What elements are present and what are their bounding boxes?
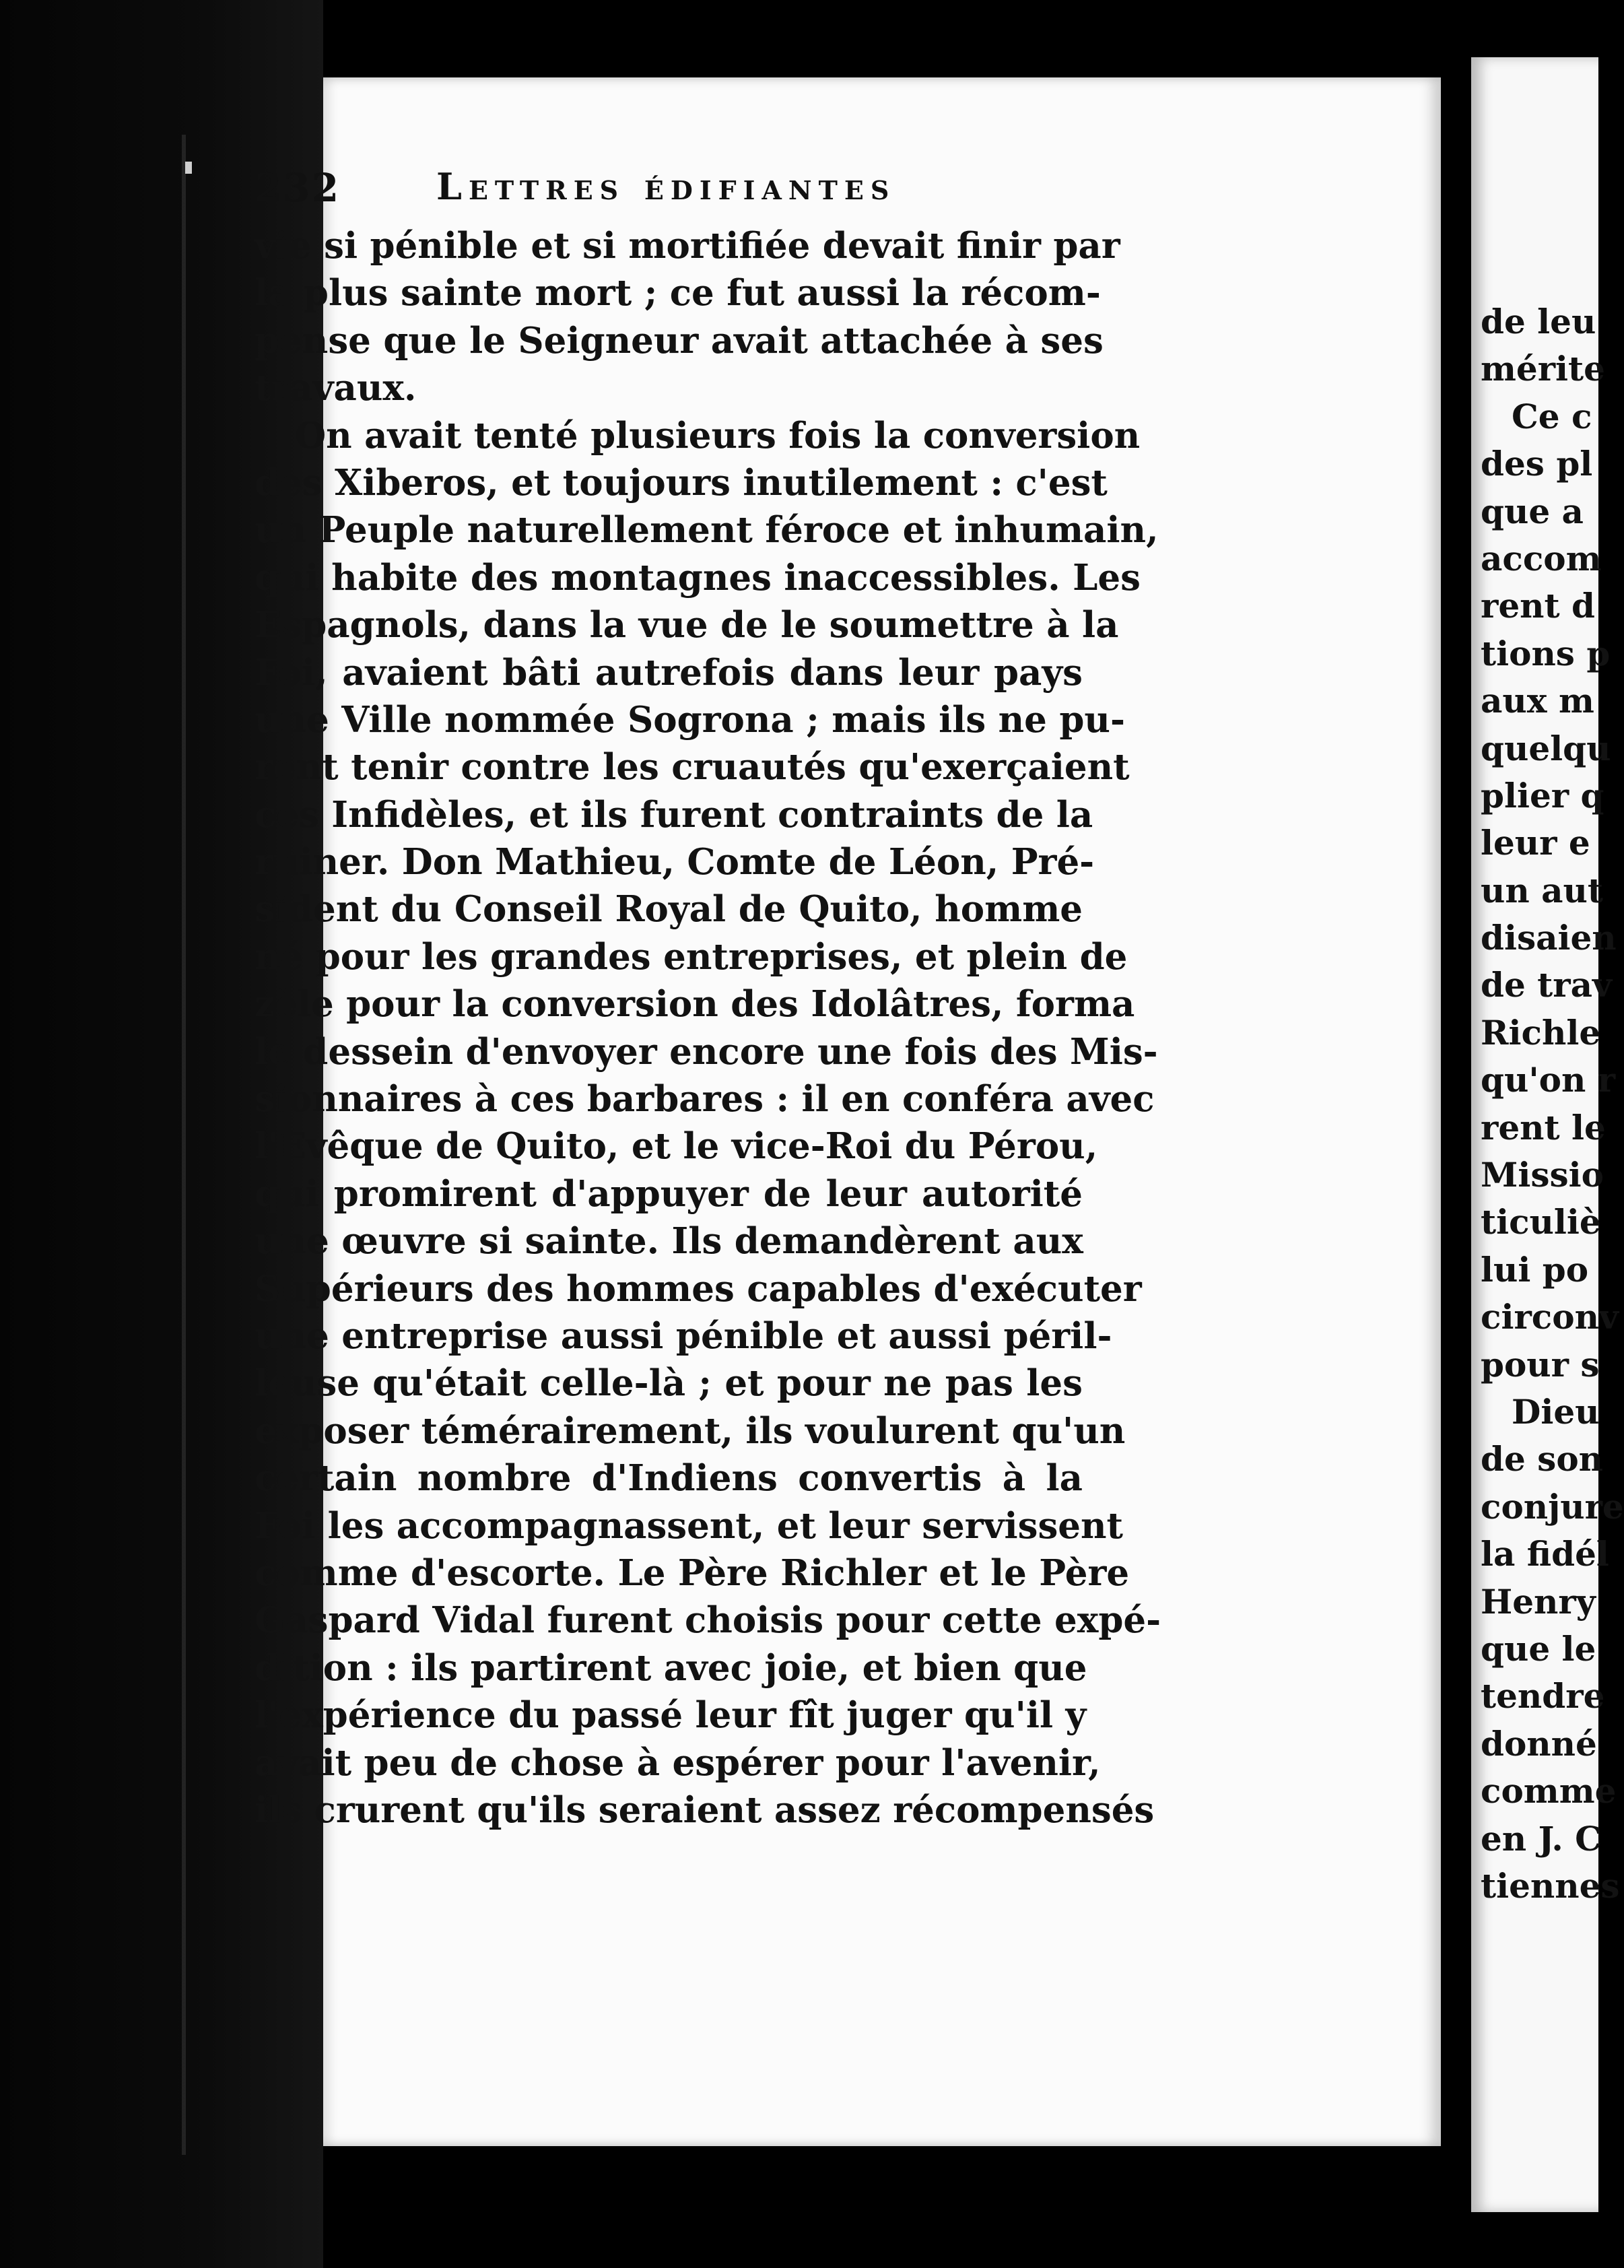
text-line: Supérieurs des hommes capables d'exécuter — [255, 1267, 1142, 1310]
text-line: Gaspard Vidal furent choisis pour cette expé- — [255, 1599, 1161, 1642]
text-line: sionnaires à ces barbares : il en conféra avec — [255, 1078, 1155, 1121]
text-line: l'expérience du passé leur fît juger qu'il y — [255, 1694, 1087, 1737]
facing-text-line: de trav — [1481, 965, 1613, 1005]
facing-text-line: Dieu — [1512, 1391, 1600, 1432]
facing-text-line: un aut — [1481, 870, 1603, 910]
facing-text-line: que le — [1481, 1628, 1596, 1669]
facing-text-line: Henry — [1481, 1581, 1596, 1622]
facing-text-line: plier q — [1481, 775, 1604, 815]
facing-text-line: tions p — [1481, 633, 1611, 673]
facing-text-line: quelqu — [1481, 728, 1611, 768]
facing-text-line: leur e — [1481, 823, 1590, 863]
text-line: zèle pour la conversion des Idolâtres, forma — [255, 983, 1135, 1026]
facing-page-fragment — [1471, 57, 1624, 2212]
text-line: un Peuple naturellement féroce et inhumain, — [255, 509, 1159, 552]
text-line: pense que le Seigneur avait attachée à ses — [255, 319, 1104, 362]
page-number: 232 — [255, 165, 341, 211]
text-line: rent tenir contre les cruautés qu'exerçaient — [255, 746, 1130, 789]
facing-text-line: ticuliè — [1481, 1202, 1601, 1242]
facing-text-line: de son — [1481, 1439, 1604, 1479]
facing-text-line: que a — [1481, 491, 1584, 531]
scan-streak — [182, 135, 186, 2155]
facing-text-line: la fidél — [1481, 1534, 1609, 1574]
facing-text-line: lui po — [1481, 1249, 1589, 1290]
text-line: travaux. — [255, 367, 417, 409]
text-line: comme d'escorte. Le Père Richler et le Père — [255, 1552, 1130, 1594]
facing-text-line: tiennes — [1481, 1865, 1620, 1906]
facing-text-line: Richle — [1481, 1012, 1601, 1053]
running-title: Lettres édifiantes — [436, 165, 896, 208]
text-line: ces Infidèles, et ils furent contraints de la — [255, 793, 1093, 836]
text-line: sident du Conseil Royal de Quito, homme — [255, 888, 1083, 931]
facing-text-line: Missio — [1481, 1155, 1604, 1195]
text-line: le dessein d'envoyer encore une fois des Mis- — [255, 1030, 1158, 1073]
text-line: On avait tenté plusieurs fois la conversion — [295, 414, 1141, 457]
text-line: leuse qu'était celle-là ; et pour ne pas les — [255, 1362, 1083, 1405]
text-line: Espagnols, dans la vue de le soumettre à la — [255, 604, 1119, 646]
text-line: des Xiberos, et toujours inutilement : c'est — [255, 461, 1108, 504]
page-header — [255, 165, 1264, 226]
text-line: certain nombre d'Indiens convertis à la — [255, 1457, 1083, 1500]
text-line: la plus sainte mort ; ce fut aussi la récom- — [255, 272, 1101, 314]
facing-text-line: disaien — [1481, 918, 1617, 958]
text-line: l'Evêque de Quito, et le vice-Roi du Pérou, — [255, 1125, 1098, 1168]
facing-text-line: aux m — [1481, 681, 1594, 721]
facing-text-line: circonv — [1481, 1297, 1619, 1337]
text-line: une Ville nommée Sogrona ; mais ils ne pu- — [255, 698, 1125, 741]
facing-text-line: de leu — [1481, 302, 1596, 341]
facing-text-line: des pl — [1481, 444, 1593, 484]
text-line: né pour les grandes entreprises, et plein de — [255, 935, 1128, 978]
facing-text-line: comme — [1481, 1771, 1617, 1811]
text-line: une œuvre si sainte. Ils demandèrent aux — [255, 1220, 1083, 1263]
facing-text-line: donné — [1481, 1723, 1597, 1764]
text-line: exposer témérairement, ils voulurent qu'un — [255, 1409, 1126, 1452]
text-line: dition : ils partirent avec joie, et bien que — [255, 1646, 1087, 1689]
facing-text-line: rent d — [1481, 586, 1595, 626]
facing-text-line: Ce c — [1512, 396, 1592, 436]
text-line: qui habite des montagnes inaccessibles. Les — [255, 556, 1141, 599]
facing-text-line: accom — [1481, 538, 1602, 578]
facing-text-line: tendre — [1481, 1676, 1605, 1716]
facing-text-line: pour s — [1481, 1344, 1600, 1385]
text-line: avait peu de chose à espérer pour l'avenir, — [255, 1741, 1101, 1784]
facing-text-line: qu'on r — [1481, 1060, 1616, 1100]
body-text — [255, 222, 1161, 1834]
text-line: qui promirent d'appuyer de leur autorité — [255, 1172, 1083, 1215]
text-line: une entreprise aussi pénible et aussi péril- — [255, 1314, 1112, 1357]
facing-text-line: mérite — [1481, 349, 1605, 389]
text-line: ils crurent qu'ils seraient assez récompensés — [255, 1789, 1155, 1831]
scan-speck — [185, 162, 192, 174]
text-line: Foi, avaient bâti autrefois dans leur pays — [255, 651, 1083, 694]
facing-page-text — [1481, 298, 1624, 1910]
facing-text-line: en J. C — [1481, 1818, 1602, 1859]
facing-text-line: conjure — [1481, 1486, 1624, 1527]
text-line: ruiner. Don Mathieu, Comte de Léon, Pré- — [255, 841, 1095, 883]
text-line: Foi les accompagnassent, et leur servissent — [255, 1504, 1124, 1547]
text-line: vie si pénible et si mortifiée devait finir par — [255, 225, 1120, 267]
facing-text-line: rent le — [1481, 1107, 1606, 1147]
